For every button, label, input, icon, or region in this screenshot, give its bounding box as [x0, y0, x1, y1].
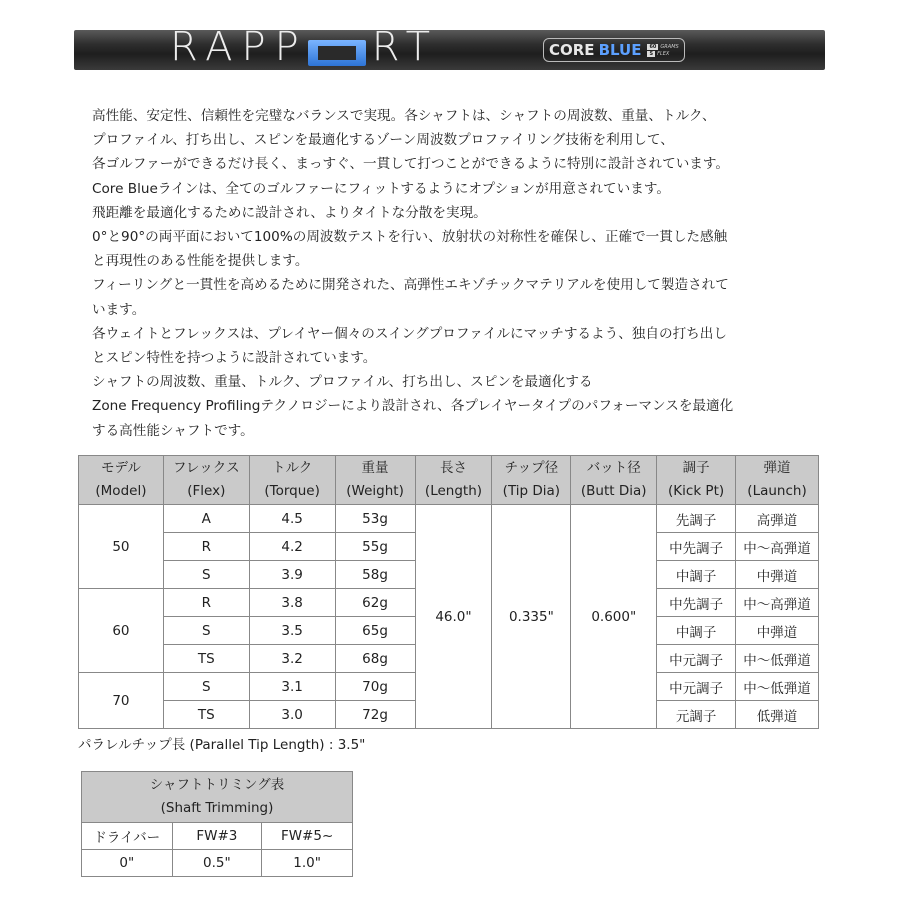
trim-header-fw5: FW#5~ — [262, 823, 353, 850]
core-blue-badge: CORE BLUE 60 GRAMS S FLEX — [543, 38, 685, 62]
header-flex: フレックス (Flex) — [163, 456, 249, 505]
torque-cell: 3.2 — [249, 645, 335, 673]
flex-cell: A — [163, 505, 249, 533]
header-length: 長さ (Length) — [415, 456, 492, 505]
kick-cell: 先調子 — [657, 505, 736, 533]
desc-line: 各ゴルファーができるだけ長く、まっすぐ、一貫して打つことができるように特別に設計されています。 — [92, 156, 729, 173]
desc-line: フィーリングと一貫性を高めるために開発された、高弾性エキゾチックマテリアルを使用して製造されて — [92, 277, 729, 294]
shaft-banner — [74, 24, 825, 70]
torque-cell: 3.8 — [249, 589, 335, 617]
spec-header-row — [79, 456, 819, 505]
desc-line: Core Blueラインは、全てのゴルファーにフィットするようにオプションが用意されています。 — [92, 180, 670, 197]
launch-cell: 高弾道 — [736, 505, 819, 533]
desc-line: シャフトの周波数、重量、トルク、プロファイル、打ち出し、スピンを最適化する — [92, 374, 593, 391]
brand-logo: RAPP RT — [170, 24, 440, 70]
torque-cell: 3.0 — [249, 701, 335, 729]
spec-mini: 60 GRAMS S FLEX — [649, 43, 679, 57]
header-kick-pt: 調子 (Kick Pt) — [657, 456, 736, 505]
weight-cell: 58g — [335, 561, 415, 589]
model-cell: 50 — [79, 505, 164, 589]
trim-value-fw5: 1.0" — [262, 850, 353, 877]
kick-cell: 中調子 — [657, 617, 736, 645]
desc-line: います。 — [92, 301, 146, 318]
launch-cell: 中～高弾道 — [736, 589, 819, 617]
flex-cell: S — [163, 561, 249, 589]
model-cell: 70 — [79, 673, 164, 729]
desc-line: 飛距離を最適化するために設計され、よりタイトな分散を実現。 — [92, 204, 487, 221]
kick-cell: 中元調子 — [657, 645, 736, 673]
trim-header-driver: ドライバー — [82, 823, 173, 850]
flex-cell: R — [163, 533, 249, 561]
flex-cell: S — [163, 673, 249, 701]
desc-line: 各ウェイトとフレックスは、プレイヤー個々のスイングプロファイルにマッチするよう、独自の打ち出し — [92, 325, 727, 342]
desc-line: する高性能シャフトです。 — [92, 422, 254, 439]
launch-cell: 中弾道 — [736, 561, 819, 589]
kick-cell: 中元調子 — [657, 673, 736, 701]
torque-cell: 4.2 — [249, 533, 335, 561]
trimming-value-row — [82, 850, 353, 877]
weight-cell: 72g — [335, 701, 415, 729]
torque-cell: 3.5 — [249, 617, 335, 645]
desc-line: Zone Frequency Profilingテクノロジーにより設計され、各プレイヤータイプのパフォーマンスを最適化 — [92, 398, 734, 415]
kick-cell: 中先調子 — [657, 533, 736, 561]
trimming-table — [81, 771, 353, 877]
desc-line: 0°と90°の両平面において100%の周波数テストを行い、放射状の対称性を確保し、正確で一貫した感触 — [92, 229, 728, 246]
trim-value-driver: 0" — [82, 850, 173, 877]
desc-line: と再現性のある性能を提供します。 — [92, 253, 309, 270]
trim-header-fw3: FW#3 — [172, 823, 262, 850]
weight-cell: 68g — [335, 645, 415, 673]
flex-cell: TS — [163, 645, 249, 673]
header-weight: 重量 (Weight) — [335, 456, 415, 505]
product-description — [92, 104, 822, 443]
desc-line: とスピン特性を持つように設計されています。 — [92, 350, 377, 367]
kick-cell: 元調子 — [657, 701, 736, 729]
flex-cell: S — [163, 617, 249, 645]
weight-cell: 65g — [335, 617, 415, 645]
header-torque: トルク (Torque) — [249, 456, 335, 505]
brand-o-block — [308, 40, 366, 66]
trimming-title-row — [82, 772, 353, 823]
kick-cell: 中先調子 — [657, 589, 736, 617]
kick-cell: 中調子 — [657, 561, 736, 589]
weight-cell: 62g — [335, 589, 415, 617]
flex-cell: TS — [163, 701, 249, 729]
trimming-title: シャフトトリミング表 (Shaft Trimming) — [82, 772, 353, 823]
model-cell: 60 — [79, 589, 164, 673]
parallel-tip-note: パラレルチップ長 (Parallel Tip Length) : 3.5" — [78, 737, 366, 753]
torque-cell: 3.1 — [249, 673, 335, 701]
launch-cell: 中～高弾道 — [736, 533, 819, 561]
trim-value-fw3: 0.5" — [172, 850, 262, 877]
weight-cell: 53g — [335, 505, 415, 533]
tip-dia-cell: 0.335" — [492, 505, 571, 729]
desc-line: 高性能、安定性、信頼性を完璧なバランスで実現。各シャフトは、シャフトの周波数、重量、トルク、 — [92, 108, 716, 124]
butt-dia-cell: 0.600" — [571, 505, 657, 729]
desc-line: プロファイル、打ち出し、スピンを最適化するゾーン周波数プロファイリング技術を利用して、 — [92, 132, 674, 149]
weight-cell: 70g — [335, 673, 415, 701]
torque-cell: 4.5 — [249, 505, 335, 533]
torque-cell: 3.9 — [249, 561, 335, 589]
launch-cell: 中弾道 — [736, 617, 819, 645]
weight-cell: 55g — [335, 533, 415, 561]
header-model: モデル (Model) — [79, 456, 164, 505]
launch-cell: 中～低弾道 — [736, 645, 819, 673]
header-tip-dia: チップ径 (Tip Dia) — [492, 456, 571, 505]
trimming-header-row — [82, 823, 353, 850]
header-butt-dia: バット径 (Butt Dia) — [571, 456, 657, 505]
table-row — [79, 505, 819, 533]
launch-cell: 低弾道 — [736, 701, 819, 729]
header-launch: 弾道 (Launch) — [736, 456, 819, 505]
spec-table — [78, 455, 819, 729]
launch-cell: 中～低弾道 — [736, 673, 819, 701]
flex-cell: R — [163, 589, 249, 617]
length-cell: 46.0" — [415, 505, 492, 729]
